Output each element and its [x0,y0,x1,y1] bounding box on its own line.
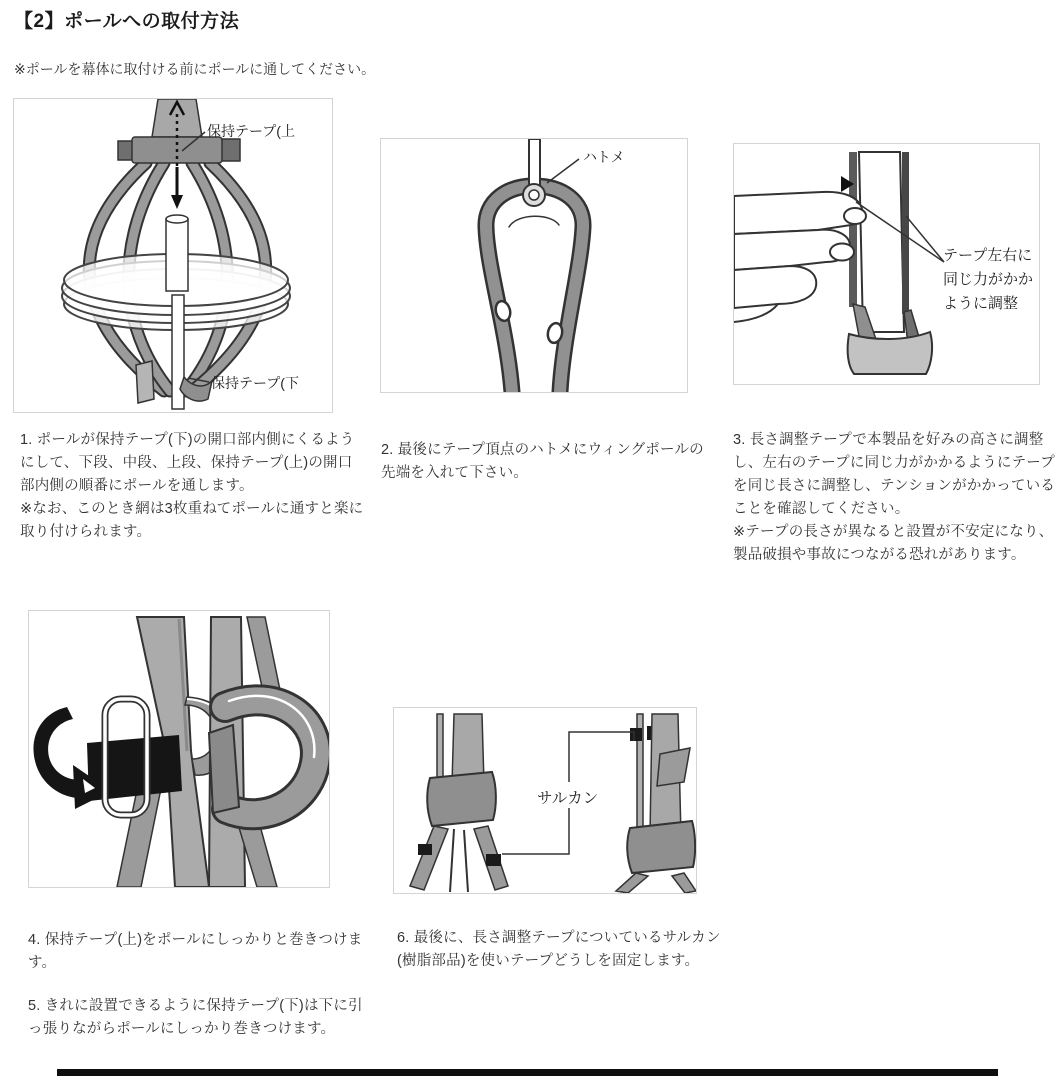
step-6 [397,927,732,973]
step-4-text: 4. 保持テープ(上)をポールにしっかりと巻きつけます。 [28,932,363,971]
grommet [523,184,545,206]
label-equal-tension-line1: テープ左右に [943,247,1033,264]
step-2 [381,439,716,485]
wrapped-band [848,332,932,374]
figure-grommet-apex [380,138,688,393]
swivel-clip [418,844,432,855]
pole [859,152,904,332]
step-5-text: 5. きれに設置できるように保持テープ(下)は下に引っ張りながらポールにしっかり巻きつけます。 [28,998,363,1037]
step-2-text: 2. 最後にテープ頂点のハトメにウィングポールの先端を入れて下さい。 [381,442,704,481]
left-pole-assembly [410,714,508,892]
grommet-illustration [381,139,687,392]
step-4 [28,929,363,975]
right-tape [902,152,924,360]
step-5 [28,995,363,1041]
step-1-note: ※なお、このとき網は3枚重ねてポールに通すと楽に取り付けられます。 [20,501,364,540]
label-equal-tension [943,244,1033,316]
swivel-clip [630,728,642,741]
leader-line [547,159,579,183]
label-grommet: ハトメ [583,149,625,165]
downward-arrowhead-icon [171,195,183,209]
swivel-clip [486,854,501,866]
page-title: 【2】ポールへの取付方法 [14,11,240,32]
bottom-section-bar [57,1069,998,1076]
step-1 [20,429,365,544]
pole-net-illustration [14,99,332,412]
step-3-note: ※テープの長さが異なると設置が不安定になり、製品破損や事故につながる恐れがあります。 [733,524,1054,563]
step-1-text: 1. ポールが保持テープ(下)の開口部内側にくるようにして、下段、中段、上段、保持テープ(上)の開口部内側の順番にポールを通します。 [20,432,355,494]
hand [734,192,866,322]
wing-pole-tip [529,139,540,185]
step-6-text: 6. 最後に、長さ調整テープについているサルカン(樹脂部品)を使いテープどうしを固定します。 [397,930,721,969]
step-3-text: 3. 長さ調整テープで本製品を好みの高さに調整し、左右のテープに同じ力がかかるようにテープを同じ長さに調整し、テンションがかかっていることを確認してください。 [733,432,1055,517]
pre-note: ※ポールを幕体に取付ける前にポールに通してください。 [14,61,376,77]
figure-tape-wrap [28,610,330,888]
tape-wrap-illustration [29,611,329,887]
label-holding-tape-top: 保持テープ(上 [207,123,295,139]
figure-tension-adjust [733,143,1040,385]
wrapped-c-band [209,696,316,814]
label-swivel: サルカン [537,790,599,807]
label-holding-tape-bottom: 保持テープ(下 [211,375,299,391]
step-3 [733,429,1055,567]
figure-pole-net-assembly [13,98,333,413]
right-pole-assembly [616,714,696,893]
label-equal-tension-line3: ように調整 [943,295,1019,312]
pole-top [152,99,202,137]
label-equal-tension-line2: 同じ力がかか [943,271,1034,288]
figure-swivel-fixing [393,707,697,894]
tape-loop [486,186,583,392]
